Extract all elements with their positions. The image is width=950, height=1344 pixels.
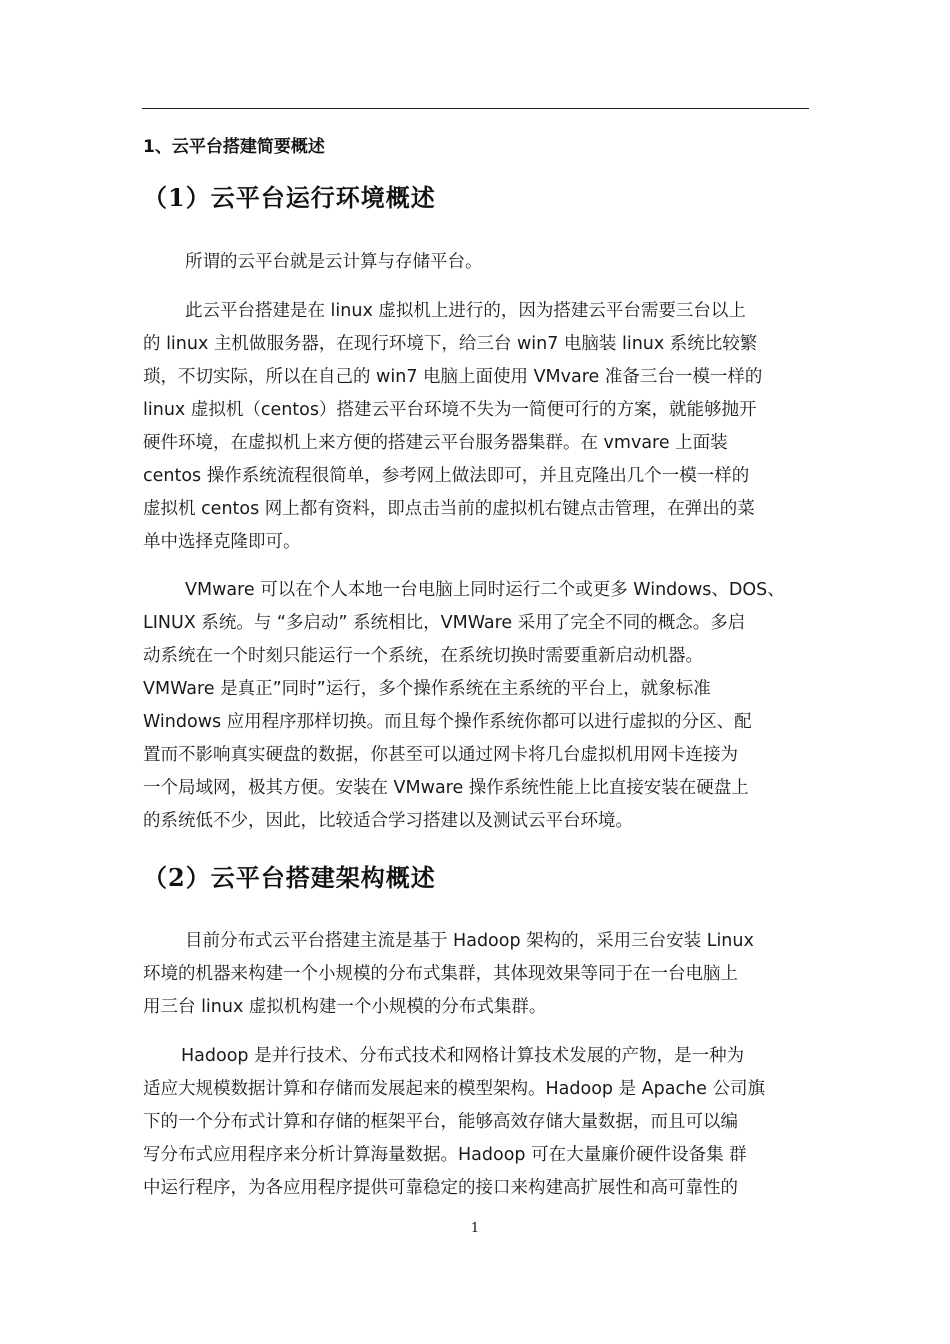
paragraph-line: 目前分布式云平台搭建主流是基于 Hadoop 架构的，采用三台安装 Linux <box>185 931 754 951</box>
paragraph-1 <box>143 246 803 279</box>
paragraph-line: 环境的机器来构建一个小规模的分布式集群，其体现效果等同于在一台电脑上 <box>143 964 738 984</box>
paragraph-line: 一个局域网，极其方便。安装在 VMware 操作系统性能上比直接安装在硬盘上 <box>143 778 749 798</box>
heading-architecture: （2）云平台搭建架构概述 <box>143 863 436 892</box>
paragraph-line: 下的一个分布式计算和存储的框架平台，能够高效存储大量数据，而且可以编 <box>143 1112 738 1132</box>
paragraph-line: Hadoop 是并行技术、分布式技术和网格计算技术发展的产物，是一种为 <box>181 1046 745 1066</box>
paragraph-line: linux 虚拟机（centos）搭建云平台环境不失为一简便可行的方案，就能够抛开 <box>143 400 757 420</box>
paragraph-line: 单中选择克隆即可。 <box>143 532 301 552</box>
paragraph-line: centos 操作系统流程很简单，参考网上做法即可，并且克隆出几个一模一样的 <box>143 466 750 486</box>
paragraph-line: VMWare 是真正”同时”运行，多个操作系统在主系统的平台上，就象标准 <box>143 679 711 699</box>
paragraph-line: 置而不影响真实硬盘的数据，你甚至可以通过网卡将几台虚拟机用网卡连接为 <box>143 745 738 765</box>
paragraph-line: VMware 可以在个人本地一台电脑上同时运行二个或更多 Windows、DOS、 <box>185 580 785 600</box>
paragraph-3 <box>143 574 803 838</box>
paragraph-line: 琐，不切实际，所以在自己的 win7 电脑上面使用 VMvare 准备三台一模一样的 <box>143 367 763 387</box>
section-title: 1、云平台搭建简要概述 <box>143 137 325 157</box>
paragraph-line: 此云平台搭建是在 linux 虚拟机上进行的，因为搭建云平台需要三台以上 <box>185 301 746 321</box>
paragraph-4 <box>143 925 803 1024</box>
heading-runtime-environment: （1）云平台运行环境概述 <box>143 183 436 212</box>
paragraph-line: 的 linux 主机做服务器，在现行环境下，给三台 win7 电脑装 linux 系统比较繁 <box>143 334 758 354</box>
paragraph-line: 硬件环境，在虚拟机上来方便的搭建云平台服务器集群。在 vmvare 上面装 <box>143 433 728 453</box>
paragraph-line: 动系统在一个时刻只能运行一个系统，在系统切换时需要重新启动机器。 <box>143 646 703 666</box>
paragraph-line: 写分布式应用程序来分析计算海量数据。Hadoop 可在大量廉价硬件设备集 群 <box>143 1145 747 1165</box>
paragraph-line: 适应大规模数据计算和存储而发展起来的模型架构。Hadoop 是 Apache 公司旗 <box>143 1079 765 1099</box>
paragraph-line: LINUX 系统。与 “多启动” 系统相比，VMWare 采用了完全不同的概念。多启 <box>143 613 746 633</box>
paragraph-5 <box>143 1040 803 1205</box>
paragraph-line: 虚拟机 centos 网上都有资料，即点击当前的虚拟机右键点击管理，在弹出的菜 <box>143 499 755 519</box>
paragraph-line: 用三台 linux 虚拟机构建一个小规模的分布式集群。 <box>143 997 547 1017</box>
paragraph-line: 的系统低不少，因此，比较适合学习搭建以及测试云平台环境。 <box>143 811 633 831</box>
header-rule <box>142 108 809 109</box>
paragraph-line: 中运行程序，为各应用程序提供可靠稳定的接口来构建高扩展性和高可靠性的 <box>143 1178 738 1198</box>
paragraph-2 <box>143 295 803 559</box>
paragraph-line: Windows 应用程序那样切换。而且每个操作系统你都可以进行虚拟的分区、配 <box>143 712 752 732</box>
page-number: 1 <box>470 1221 480 1236</box>
paragraph-line: 所谓的云平台就是云计算与存储平台。 <box>185 252 483 272</box>
